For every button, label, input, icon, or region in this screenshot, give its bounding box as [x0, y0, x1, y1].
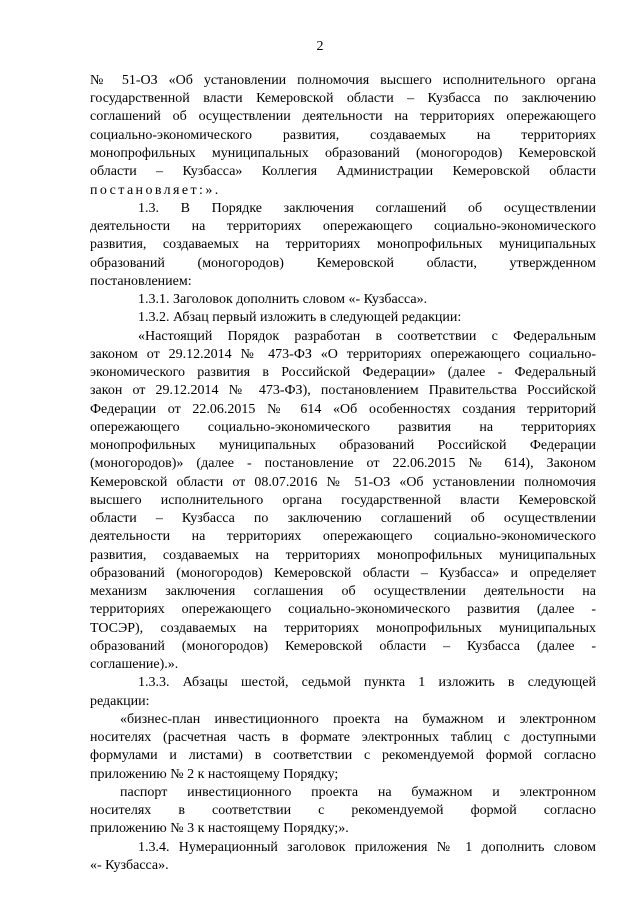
text-line: редакции:: [90, 694, 150, 709]
text-line: соглашений об осуществлении деятельности на территориях опережающего: [90, 109, 596, 124]
text-line: постановлением:: [90, 274, 192, 289]
text-line: деятельности на территориях опережающего социально-экономического: [90, 529, 596, 544]
text-line: опережающего социально-экономического развития на территориях: [90, 420, 596, 435]
text-line: развития, создаваемых на территориях монопрофильных муниципальных: [90, 237, 596, 252]
text-line: 1.3.4. Нумерационный заголовок приложения № 1 дополнить словом: [138, 840, 596, 855]
text-line: деятельности на территориях опережающего социально-экономического: [90, 219, 596, 234]
text-line: высшего исполнительного органа государственной власти Кемеровской: [90, 493, 596, 508]
text-line: приложению № 3 к настоящему Порядку;».: [90, 821, 349, 836]
text-line: 1.3.1. Заголовок дополнить словом «- Кузбасса».: [138, 292, 428, 307]
text-line: социально-экономического развития, создаваемых на территориях: [90, 128, 596, 143]
text-line: носителях в соответствии с рекомендуемой формой согласно: [90, 803, 596, 818]
text-line: области – Кузбасса» Коллегия Администрации Кемеровской области: [90, 164, 596, 179]
text-line: формулами и листами) в соответствии с рекомендуемой формой согласно: [90, 748, 596, 763]
text-line: законом от 29.12.2014 № 473-ФЗ «О территориях опережающего социально-: [90, 347, 596, 362]
text-line: образований (моногородов) Кемеровской области – Кузбасса» и определяет: [90, 566, 596, 581]
text-line: соглашение).».: [90, 657, 179, 672]
text-line: экономического развития в Российской Федерации» (далее - Федеральный: [90, 365, 596, 380]
text-line: «бизнес-план инвестиционного проекта на бумажном и электронном: [120, 712, 596, 727]
text-line: закон от 29.12.2014 № 473-ФЗ), постановлением Правительства Российской: [90, 383, 596, 398]
text-line: развития, создаваемых на территориях монопрофильных муниципальных: [90, 548, 596, 563]
text-line: Кемеровской области от 08.07.2016 № 51-ОЗ «Об установлении полномочия: [90, 475, 596, 490]
text-line: носителях (расчетная часть в формате электронных таблиц с доступными: [90, 730, 596, 745]
text-line: 1.3. В Порядке заключения соглашений об осуществлении: [138, 201, 596, 216]
text-line: 1.3.2. Абзац первый изложить в следующей редакции:: [138, 310, 462, 325]
text-line: области – Кузбасса по заключению соглашений об осуществлении: [90, 511, 596, 526]
text-line: приложению № 2 к настоящему Порядку;: [90, 767, 339, 782]
text-line: ТОСЭР), создаваемых на территориях монопрофильных муниципальных: [90, 621, 596, 636]
text-line: образований (моногородов) Кемеровской области – Кузбасса (далее -: [90, 639, 596, 654]
text-line: «- Кузбасса».: [90, 858, 169, 873]
text-line: постановляет:».: [90, 183, 221, 198]
text-line: № 51-ОЗ «Об установлении полномочия высшего исполнительного органа: [90, 73, 596, 88]
text-line: государственной власти Кемеровской области – Кузбасса по заключению: [90, 91, 596, 106]
text-line: монопрофильных муниципальных образований Российской Федерации: [90, 438, 596, 453]
text-line: территориях опережающего социально-экономического развития (далее -: [90, 602, 596, 617]
text-line: паспорт инвестиционного проекта на бумажном и электронном: [120, 785, 596, 800]
text-line: монопрофильных муниципальных образований (моногородов) Кемеровской: [90, 146, 596, 161]
text-line: образований (моногородов) Кемеровской области, утвержденном: [90, 256, 596, 271]
text-line: «Настоящий Порядок разработан в соответствии с Федеральным: [138, 329, 596, 344]
text-line: механизм заключения соглашения об осуществлении деятельности на: [90, 584, 596, 599]
page-number: 2: [316, 39, 324, 54]
text-line: (моногородов)» (далее - постановление от 22.06.2015 № 614), Законом: [90, 456, 596, 471]
text-line: Федерации от 22.06.2015 № 614 «Об особенностях создания территорий: [90, 402, 596, 417]
text-line: 1.3.3. Абзацы шестой, седьмой пункта 1 изложить в следующей: [138, 675, 596, 690]
